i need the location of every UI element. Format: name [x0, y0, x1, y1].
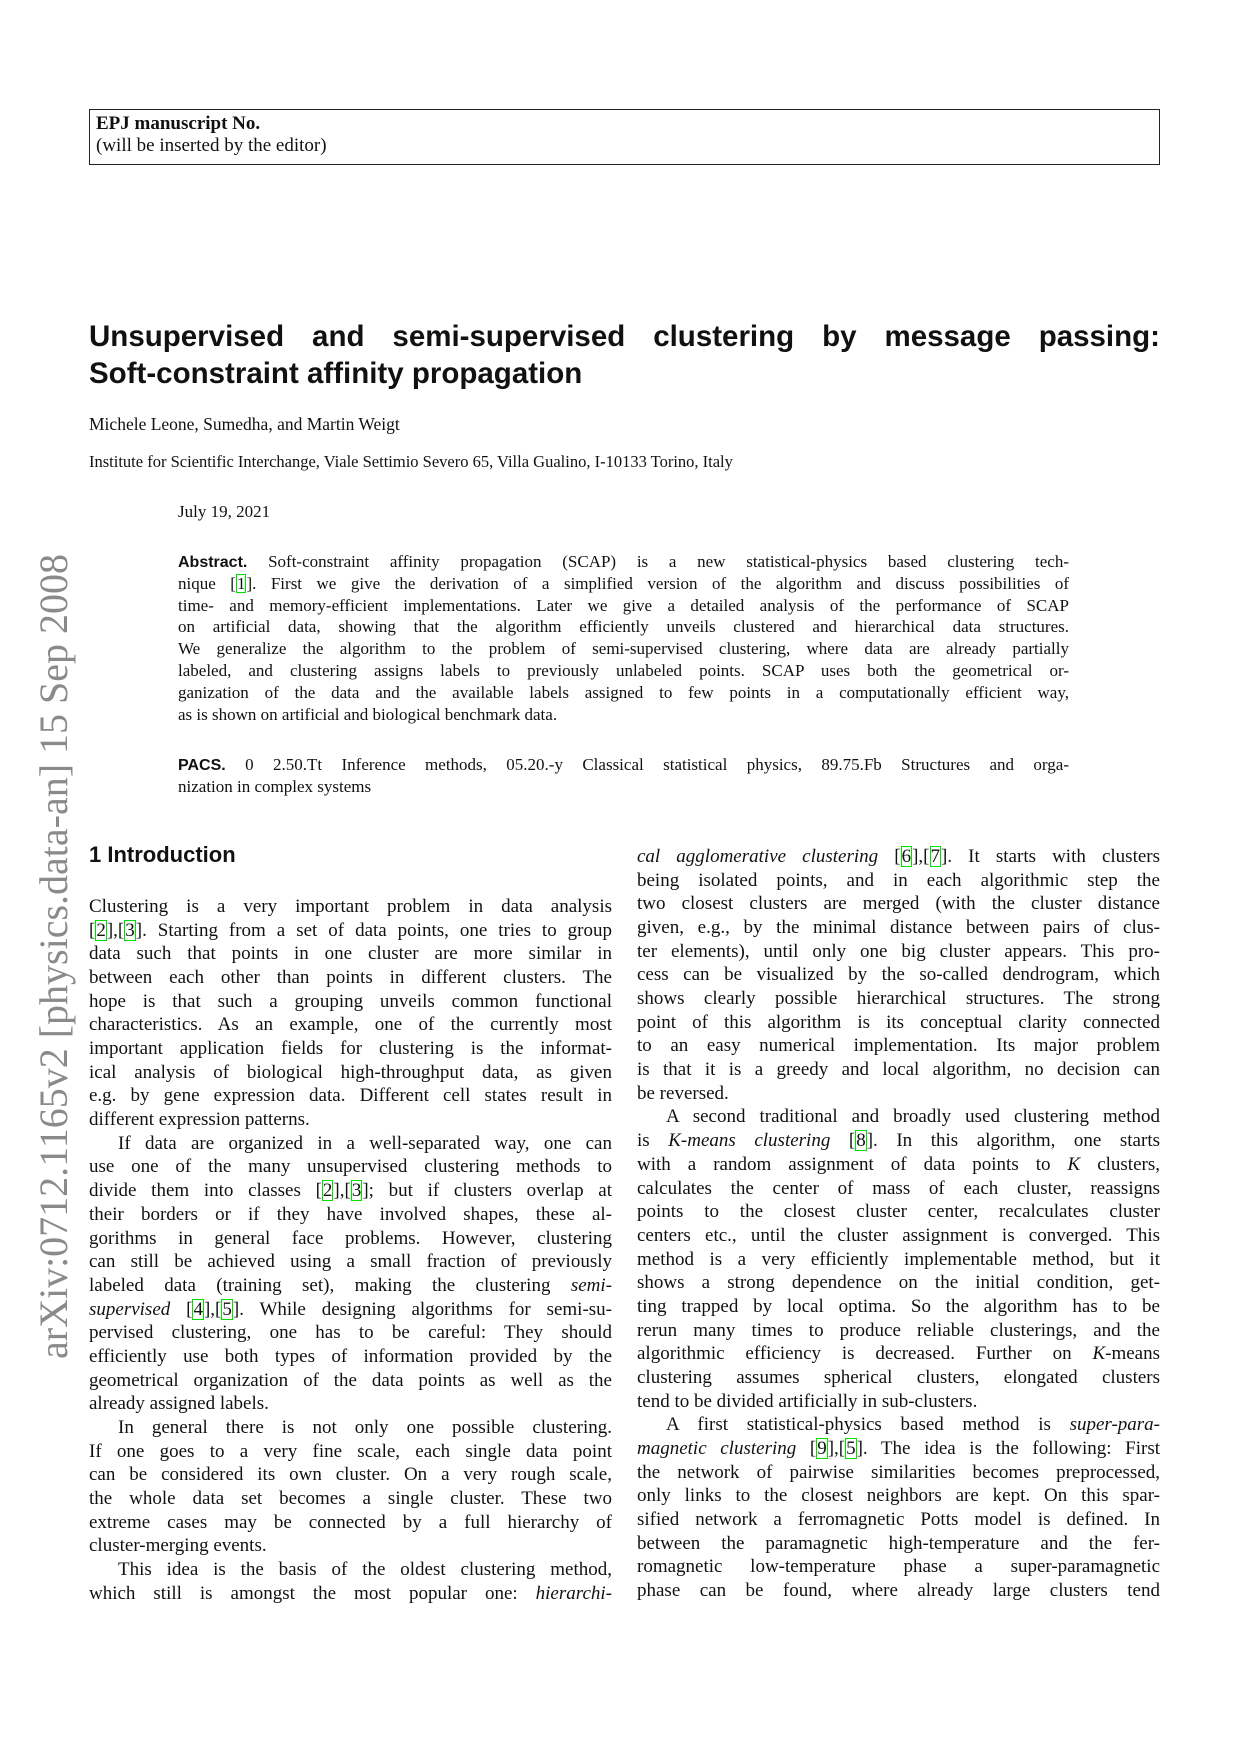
citation-link[interactable]: 6: [901, 846, 912, 867]
citation-link[interactable]: 2: [322, 1180, 333, 1202]
text-line: two closest clusters are merged (with the cluster distance: [637, 893, 1160, 915]
text-line: method is a very efficiently implementable method, but it: [637, 1248, 1160, 1270]
text-line: point of this algorithm is its conceptual clarity connected: [637, 1011, 1160, 1033]
text-line: only links to the closest neighbors are kept. On this spar-: [637, 1485, 1160, 1507]
text-line: already assigned labels.: [89, 1393, 269, 1415]
emphasis: K: [1067, 1153, 1081, 1175]
text-line: gorithms in general face problems. However, clustering: [89, 1227, 612, 1249]
abstract-line: time- and memory-efficient implementations. Later we give a detailed analysis of the performance of SCAP: [178, 595, 1069, 615]
text-line: their borders or if they have involved shapes, these al-: [89, 1203, 612, 1225]
text-line: hope is that such a grouping unveils common functional: [89, 990, 612, 1012]
text-line: is that it is a greedy and local algorithm, no decision can: [637, 1059, 1160, 1081]
text-line: divide them into classes [2],[3]; but if clusters overlap at: [89, 1180, 612, 1202]
text-line: use one of the many unsupervised clustering methods to: [89, 1156, 612, 1178]
text-line: different expression patterns.: [89, 1109, 310, 1131]
text-line: data such that points in one cluster are more similar in: [89, 943, 612, 965]
emphasis: super-para-: [1069, 1414, 1160, 1436]
text-line: efficiently use both types of information provided by the: [89, 1345, 612, 1367]
text-line: the whole data set becomes a single cluster. These two: [89, 1488, 612, 1509]
text-line: can be considered its own cluster. On a very rough scale,: [89, 1464, 612, 1486]
text-line: is K-means clustering [8]. In this algorithm, one starts: [637, 1130, 1160, 1152]
text-line: cal agglomerative clustering [6],[7]. It starts with clusters: [637, 846, 1161, 867]
text-line: magnetic clustering [9],[5]. The idea is the following: First: [637, 1438, 1161, 1459]
citation-link[interactable]: 5: [846, 1438, 856, 1459]
section-heading: 1 Introduction: [89, 842, 236, 867]
arxiv-stamp: arXiv:0712.1165v2 [physics.data-an] 15 Sep 2008: [31, 553, 76, 1360]
citation-link[interactable]: 9: [817, 1438, 827, 1459]
citation-link[interactable]: 1: [236, 573, 246, 593]
citation-link[interactable]: 3: [351, 1180, 362, 1202]
citation-link[interactable]: 3: [125, 919, 135, 941]
abstract-line: labeled, and clustering assigns labels to previously unlabeled points. SCAP uses both the geometrical or-: [178, 661, 1069, 680]
text-line: cess can be visualized by the so-called dendrogram, which: [637, 964, 1160, 986]
text-line: which still is amongst the most popular one: hierarchi-: [89, 1582, 612, 1604]
text-line: If one goes to a very fine scale, each single data point: [89, 1440, 612, 1462]
text-line: clustering assumes spherical clusters, elongated clusters: [637, 1366, 1160, 1388]
text-line: A second traditional and broadly used clustering method: [666, 1106, 1160, 1128]
paper-title-line-1: Unsupervised and semi-supervised clustering by message passing:: [89, 320, 1160, 353]
abstract-line: We generalize the algorithm to the problem of semi-supervised clustering, where data are already partially: [178, 639, 1069, 659]
pacs-label: PACS.: [178, 757, 226, 774]
citation-link[interactable]: 2: [96, 919, 106, 941]
emphasis: supervised: [89, 1298, 171, 1320]
abstract-line: Abstract. Soft-constraint affinity propagation (SCAP) is a new statistical-physics based clustering tech-: [178, 552, 1070, 571]
text-line: sified network a ferromagnetic Potts model is defined. In: [637, 1509, 1160, 1531]
date: July 19, 2021: [178, 502, 271, 521]
text-line: geometrical organization of the data points as well as the: [89, 1369, 612, 1391]
text-line: romagnetic low-temperature phase a super-paramagnetic: [637, 1556, 1160, 1578]
text-line: shows clearly possible hierarchical structures. The strong: [637, 988, 1160, 1010]
emphasis: cal agglomerative clustering: [637, 846, 879, 867]
text-line: A first statistical-physics based method is super-para-: [666, 1414, 1160, 1436]
text-line: pervised clustering, one has to be careful: They should: [89, 1322, 612, 1344]
text-line: to an easy numerical implementation. Its major problem: [637, 1035, 1160, 1057]
text-line: e.g. by gene expression data. Different cell states result in: [89, 1085, 612, 1107]
paper-title-line-2: Soft-constraint affinity propagation: [89, 357, 583, 390]
text-line: supervised [4],[5]. While designing algorithms for semi-su-: [89, 1298, 613, 1320]
text-line: being isolated points, and in each algorithmic step the: [637, 869, 1160, 891]
text-line: tend to be divided artificially in sub-clusters.: [637, 1390, 978, 1412]
text-line: ter elements), until only one big cluster appears. This pro-: [637, 940, 1160, 962]
text-line: be reversed.: [637, 1082, 729, 1104]
affiliation: Institute for Scientific Interchange, Viale Settimio Severo 65, Villa Gualino, I-10133 Torino, Italy: [89, 452, 733, 471]
text-line: the network of pairwise similarities becomes preprocessed,: [637, 1461, 1160, 1483]
abstract-line: ganization of the data and the available labels assigned to few points in a computationally efficient way,: [178, 682, 1069, 702]
text-line: between each other than points in different clusters. The: [89, 967, 612, 989]
citation-link[interactable]: 5: [222, 1298, 232, 1320]
text-line: rerun many times to produce reliable clusterings, and the: [637, 1319, 1160, 1341]
text-line: algorithmic efficiency is decreased. Further on K-means: [637, 1343, 1160, 1365]
abstract-line: on artificial data, showing that the algorithm efficiently unveils clustered and hierarchical data structures.: [178, 617, 1069, 637]
editor-note: (will be inserted by the editor): [96, 135, 327, 156]
text-line: can still be achieved using a small fraction of previously: [89, 1251, 612, 1273]
text-line: This idea is the basis of the oldest clustering method,: [118, 1559, 612, 1581]
text-line: ting trapped by local optima. So the algorithm has to be: [637, 1295, 1160, 1317]
text-line: [2],[3]. Starting from a set of data points, one tries to group: [89, 919, 612, 941]
text-line: with a random assignment of data points to K clusters,: [637, 1153, 1160, 1175]
abstract-line: nique [1]. First we give the derivation of a simplified version of the algorithm and discuss possibilities of: [178, 573, 1069, 593]
text-line: points to the closest cluster center, recalculates cluster: [637, 1201, 1160, 1223]
citation-link[interactable]: 8: [856, 1130, 866, 1152]
text-line: extreme cases may be connected by a full hierarchy of: [89, 1511, 612, 1533]
text-line: important application fields for clustering is the informat-: [89, 1038, 612, 1060]
emphasis: semi-: [570, 1274, 612, 1296]
manuscript-header-box: [89, 109, 1160, 165]
text-line: given, e.g., by the minimal distance between pairs of clus-: [637, 917, 1160, 939]
manuscript-number: EPJ manuscript No.: [96, 113, 261, 134]
pacs-line: PACS. 0 2.50.Tt Inference methods, 05.20.-y Classical statistical physics, 89.75.Fb Structures and orga-: [178, 755, 1069, 774]
text-line: centers etc., until the cluster assignment is converged. This: [637, 1224, 1160, 1246]
pacs-line: nization in complex systems: [178, 777, 372, 796]
text-line: shows a strong dependence on the initial condition, get-: [637, 1272, 1160, 1294]
text-line: labeled data (training set), making the clustering semi-: [89, 1274, 612, 1296]
text-line: between the paramagnetic high-temperature and the fer-: [637, 1532, 1160, 1554]
text-line: If data are organized in a well-separated way, one can: [118, 1132, 612, 1154]
text-line: cluster-merging events.: [89, 1535, 267, 1557]
emphasis: K-means clustering: [668, 1130, 831, 1152]
abstract-label: Abstract.: [178, 554, 248, 571]
text-line: phase can be found, where already large clusters tend: [637, 1580, 1160, 1602]
text-line: Clustering is a very important problem in data analysis: [89, 896, 612, 917]
authors: Michele Leone, Sumedha, and Martin Weigt: [89, 414, 400, 434]
text-line: calculates the center of mass of each cluster, reassigns: [637, 1177, 1160, 1199]
emphasis: hierarchi-: [535, 1582, 612, 1604]
citation-link[interactable]: 7: [930, 846, 940, 867]
text-line: ical analysis of biological high-throughput data, as given: [89, 1061, 612, 1083]
citation-link[interactable]: 4: [193, 1298, 203, 1320]
text-line: In general there is not only one possible clustering.: [118, 1416, 612, 1438]
abstract-line: as is shown on artificial and biological benchmark data.: [178, 704, 558, 724]
emphasis: magnetic clustering: [637, 1438, 797, 1459]
emphasis: K: [1092, 1343, 1106, 1365]
text-line: characteristics. As an example, one of the currently most: [89, 1014, 612, 1036]
